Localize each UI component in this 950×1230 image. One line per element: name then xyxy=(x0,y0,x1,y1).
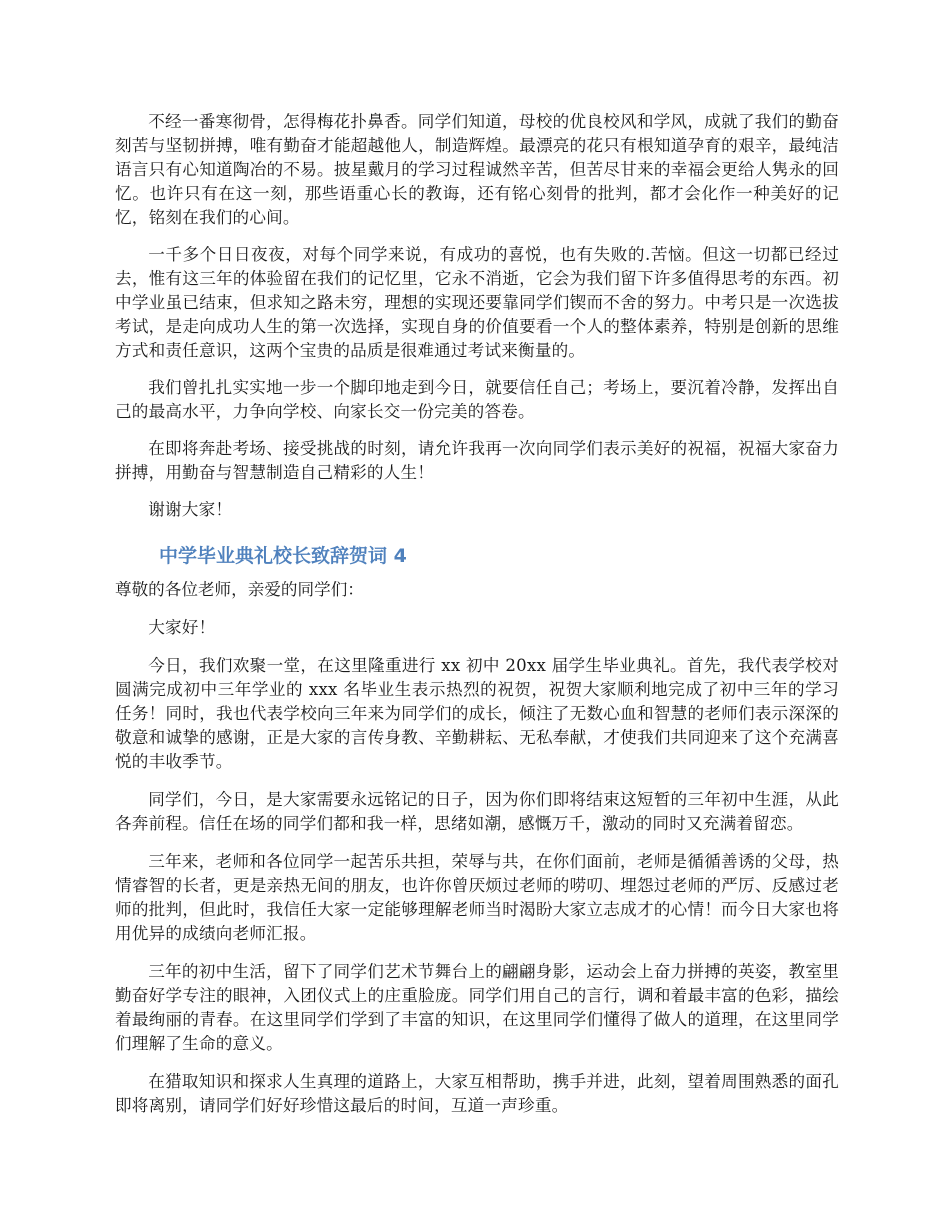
paragraph: 三年来，老师和各位同学一起苦乐共担，荣辱与共，在你们面前，老师是循循善诱的父母，热情睿智的长者，更是亲热无间的朋友，也许你曾厌烦过老师的唠叨、埋怨过老师的严厉、反感过老师的批判，但此时，我信任大家一定能够理解老师当时渴盼大家立志成才的心情！而今日大家也将用优异的成绩向老师汇报。 xyxy=(115,852,839,943)
closing-line: 谢谢大家！ xyxy=(148,500,233,519)
document-page xyxy=(115,110,839,1132)
paragraph: 同学们，今日，是大家需要永远铭记的日子，因为你们即将结束这短暂的三年初中生涯，从此各奔前程。信任在场的同学们都和我一样，思绪如潮，感慨万千，激动的同时又充满着留恋。 xyxy=(115,790,839,833)
paragraph: 不经一番寒彻骨，怎得梅花扑鼻香。同学们知道，母校的优良校风和学风，成就了我们的勤奋刻苦与坚韧拼搏，唯有勤奋才能超越他人，制造辉煌。最漂亮的花只有根知道孕育的艰辛，最纯洁语言只有心知道陶冶的不易。披星戴月的学习过程诚然辛苦，但苦尽甘来的幸福会更给人隽永的回忆。也许只有在这一刻，那些语重心长的教诲，还有铭心刻骨的批判，都才会化作一种美好的记忆，铭刻在我们的心间。 xyxy=(115,112,839,227)
paragraph: 一千多个日日夜夜，对每个同学来说，有成功的喜悦，也有失败的.苦恼。但这一切都已经过去，惟有这三年的体验留在我们的记忆里，它永不消逝，它会为我们留下许多值得思考的东西。初中学业虽已结束，但求知之路未穷，理想的实现还要靠同学们锲而不舍的努力。中考只是一次选拔考试，是走向成功人生的第一次选择，实现自身的价值要看一个人的整体素养，特别是创新的思维方式和责任意识，这两个宝贵的品质是很难通过考试来衡量的。 xyxy=(115,245,839,360)
greeting: 大家好！ xyxy=(148,618,216,637)
paragraph: 在即将奔赴考场、接受挑战的时刻，请允许我再一次向同学们表示美好的祝福，祝福大家奋力拼搏，用勤奋与智慧制造自己精彩的人生！ xyxy=(115,439,839,482)
paragraph: 三年的初中生活，留下了同学们艺术节舞台上的翩翩身影，运动会上奋力拼搏的英姿，教室里勤奋好学专注的眼神，入团仪式上的庄重脸庞。同学们用自己的言行，调和着最丰富的色彩，描绘着最绚丽的青春。在这里同学们学到了丰富的知识，在这里同学们懂得了做人的道理，在这里同学们理解了生命的意义。 xyxy=(115,962,839,1053)
section-heading: 中学毕业典礼校长致辞贺词 4 xyxy=(159,545,407,567)
paragraph: 今日，我们欢聚一堂，在这里隆重进行 xx 初中 20xx 届学生毕业典礼。首先，我代表学校对圆满完成初中三年学业的 xxx 名毕业生表示热烈的祝贺，祝贺大家顺利地完成了初中三年的学习任务！同时，我也代表学校向三年来为同学们的成长，倾注了无数心血和智慧的老师们表示深深的敬意和诚挚的感谢，正是大家的言传身教、辛勤耕耘、无私奉献，才使我们共同迎来了这个充满喜悦的丰收季节。 xyxy=(115,656,839,771)
paragraph: 我们曾扎扎实实地一步一个脚印地走到今日，就要信任自己；考场上，要沉着冷静，发挥出自己的最高水平，力争向学校、向家长交一份完美的答卷。 xyxy=(115,378,839,421)
salutation: 尊敬的各位老师，亲爱的同学们： xyxy=(115,580,364,599)
paragraph: 在猎取知识和探求人生真理的道路上，大家互相帮助，携手并进，此刻，望着周围熟悉的面孔即将离别，请同学们好好珍惜这最后的时间，互道一声珍重。 xyxy=(115,1072,839,1115)
